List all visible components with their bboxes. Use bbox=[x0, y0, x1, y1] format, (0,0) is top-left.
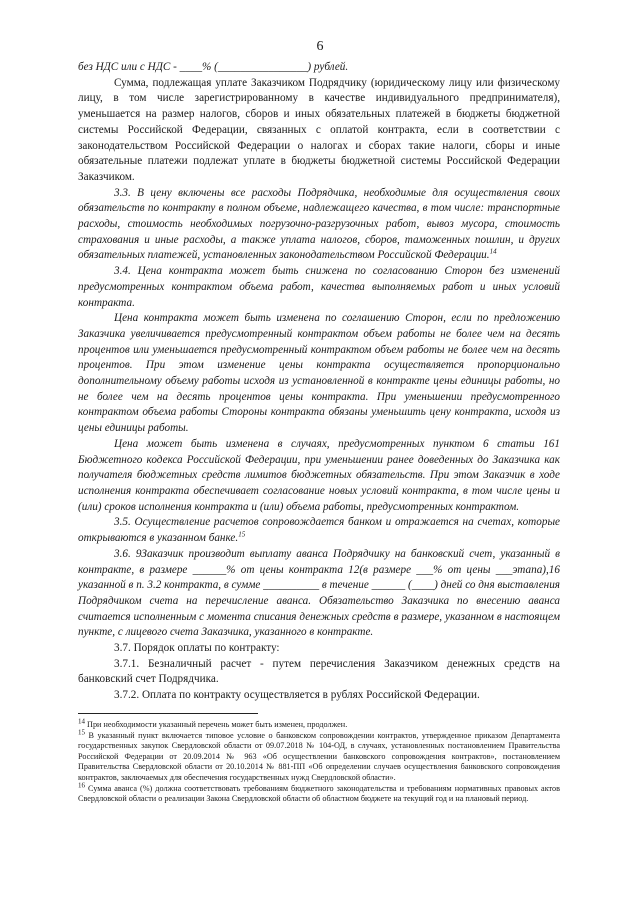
paragraph-3-7-2: 3.7.2. Оплата по контракту осуществляется в рублях Российской Федерации. bbox=[114, 689, 480, 702]
paragraph-3-3-text: 3.3. В цену включены все расходы Подрядчика, необходимые для осуществления своих обязательств по контракту в полном объеме, надлежащего качества, в том числе: транспортные расходы, стоимость необходимых погрузочно-разгрузочных работ, вывоз мусора, стоимость страхования и иные расходы, а также уплата налогов, сборов, таможенных пошлин, и других обязательных платежей, установленных законодательством Российской Федерации. bbox=[78, 186, 560, 262]
footnote-ref-15[interactable]: 15 bbox=[238, 530, 246, 539]
footnote-text: В указанный пункт включается типовое условие о банковском сопровождении контрактов, утвержденное приказом Департамента государственных закупок Свердловской области от 09.07.2018 № 104-ОД, в случаях, установленных постановлением Правительства Российской Федерации от 20.09.2014 № 963 «Об осуществлении банковского сопровождения контрактов», постановлением Правительства Свердловской области от 20.10.2014 № 881-ПП «Об определении случаев осуществления банковского сопровождения контрактов, заключаемых для обеспечения государственных нужд Свердловской области». bbox=[78, 730, 560, 782]
footnotes bbox=[78, 713, 560, 805]
page-number: 6 bbox=[316, 39, 324, 54]
paragraph-3-7: 3.7. Порядок оплаты по контракту: bbox=[114, 642, 280, 655]
paragraph-3-5-text: 3.5. Осуществление расчетов сопровождается банком и отражается на счетах, которые открываются в указанном банке. bbox=[78, 516, 560, 545]
footnote-text: Сумма аванса (%) должна соответствовать требованиям бюджетного законодательства и требованиям нормативных правовых актов Свердловской области о реализации Закона Свердловской области об областном бюджете на текущий год и на плановый период. bbox=[78, 783, 560, 804]
paragraph-price-change-volume: Цена контракта может быть изменена по соглашению Сторон, если по предложению Заказчика увеличивается предусмотренный контрактом объем работы не более чем на десять процентов или уменьшается предусмотренный контрактом объем работы не более чем на десять процентов. При этом изменение цены контракта осуществляется пропорционально дополнительному объему работы исходя из установленной в контракте цены единицы работы, но не более чем на десять процентов цены контракта. При уменьшении предусмотренного контрактом объема работы Стороны контракта обязаны уменьшить цену контракта, исходя из цены единицы работы. bbox=[78, 312, 560, 435]
footnote-ref-14[interactable]: 14 bbox=[489, 247, 497, 256]
footnote-number: 14 bbox=[78, 717, 85, 726]
contract-body bbox=[78, 60, 560, 704]
footnote-14 bbox=[78, 717, 560, 731]
footnote-15 bbox=[78, 727, 560, 784]
paragraph-3-7-1: 3.7.1. Безналичный расчет - путем перечисления Заказчиком денежных средств на банковский счет Подрядчика. bbox=[78, 657, 560, 686]
paragraph-3-3 bbox=[78, 186, 560, 265]
footnote-number: 15 bbox=[78, 727, 85, 736]
paragraph-3-5 bbox=[78, 515, 560, 546]
paragraph-3-4: 3.4. Цена контракта может быть снижена по согласованию Сторон без изменений предусмотренных контрактом объема работ, качества выполняемых работ и иных условий контракта. bbox=[78, 265, 560, 309]
footnote-text: При необходимости указанный перечень может быть изменен, продолжен. bbox=[87, 720, 348, 729]
paragraph-vat: без НДС или с НДС - ____% (________________) рублей. bbox=[78, 61, 349, 73]
paragraph-3-6: 3.6. 9Заказчик производит выплату аванса Подрядчику на банковский счет, указанный в контракте, в размере ______% от цены контракта 12(в размере ___% от цены ___этапа),16 указанной в п. 3.2 контракта, в сумме __________ в течение ______ (____) дней со дня выставления Подрядчиком счета на перечисление аванса. Обязательство Заказчика по внесению аванса считается исполненным с момента списания денежных средств в размере, указанном в настоящем пункте, с лицевого счета Заказчика, указанного в контракте. bbox=[78, 547, 561, 639]
footnote-divider bbox=[78, 713, 258, 714]
footnote-16 bbox=[78, 780, 560, 805]
paragraph-price-change-budget: Цена может быть изменена в случаях, предусмотренных пунктом 6 статьи 161 Бюджетного кодекса Российской Федерации, при уменьшении ранее доведенных до Заказчика как получателя бюджетных средств лимитов бюджетных обязательств. При этом Заказчик в ходе исполнения контракта обеспечивает согласование новых условий контракта, в том числе цены и (или) сроков исполнения контракта и (или) объема работы, предусмотренных контрактом. bbox=[78, 437, 560, 513]
footnote-number: 16 bbox=[78, 780, 85, 789]
paragraph-tax-reduction: Сумма, подлежащая уплате Заказчиком Подрядчику (юридическому лицу или физическому лицу, в том числе зарегистрированному в качестве индивидуального предпринимателя), уменьшается на размер налогов, сборов и иных обязательных платежей в бюджеты бюджетной системы Российской Федерации, связанных с оплатой контракта, если в соответствии с законодательством Российской Федерации о налогах и сборах такие налоги, сборы и иные обязательные платежи подлежат уплате в бюджеты бюджетной системы Российской Федерации Заказчиком. bbox=[78, 76, 560, 183]
